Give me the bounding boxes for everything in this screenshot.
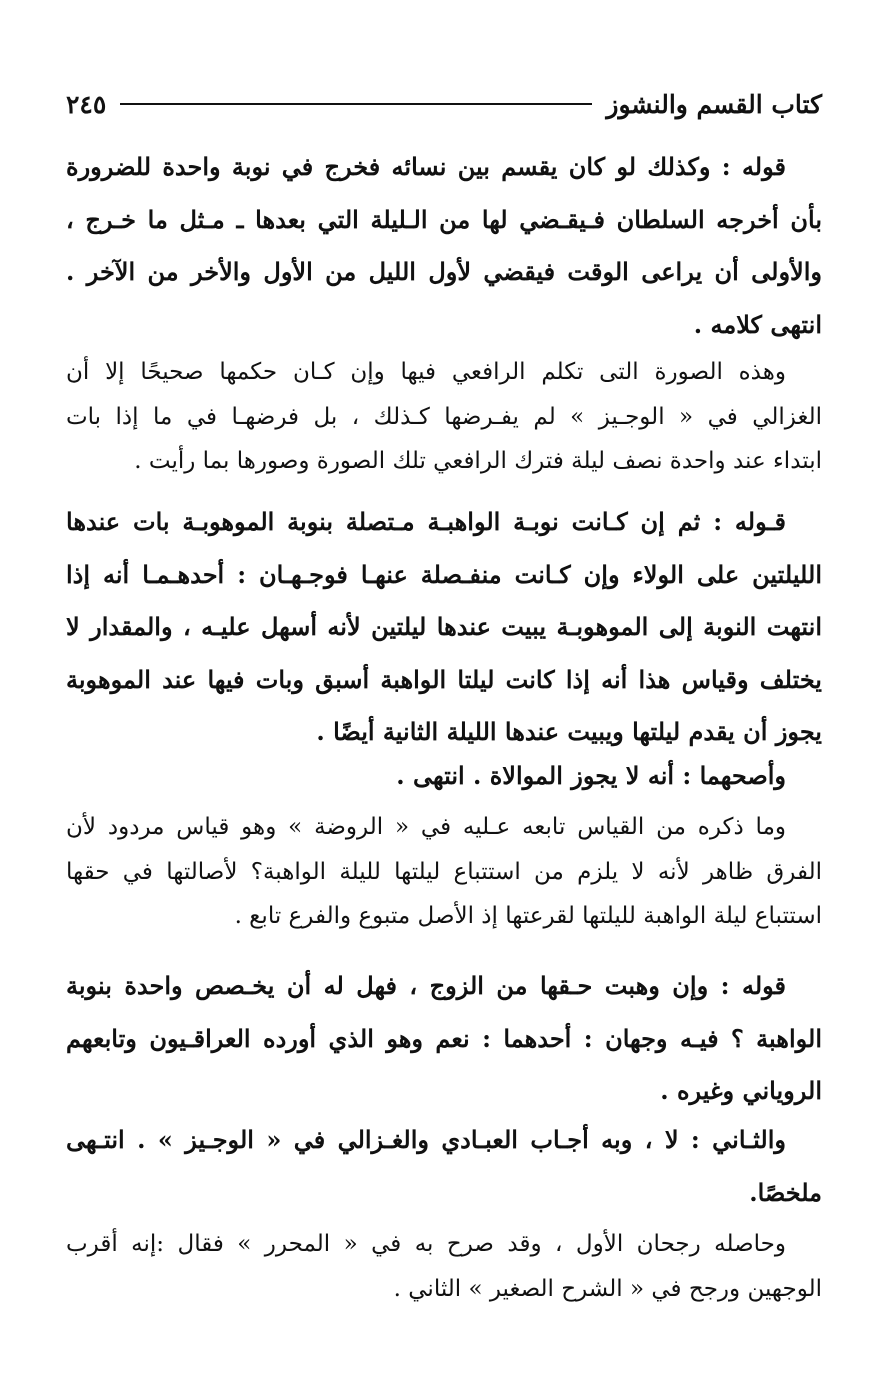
text-line: بأن أخرجه السلطان فـيقـضي لها من الـليلة التي بعدها ـ مـثل ما خـرج ، bbox=[66, 204, 822, 234]
text-line: قوله : وإن وهبت حـقها من الزوج ، فهل له أن يخـصص واحدة بنوبة bbox=[66, 971, 786, 1000]
text-line: وأصحهما : أنه لا يجوز الموالاة . انتهى . bbox=[396, 761, 786, 790]
text-line: ابتداء عند واحدة نصف ليلة فترك الرافعي تلك الصورة وصورها بما رأيت . bbox=[134, 448, 822, 474]
paragraph-3 bbox=[66, 496, 822, 759]
paragraph-4 bbox=[66, 750, 822, 803]
text-line: الفرق ظاهر لأنه لا يلزم من استتباع ليلتها لليلة الواهبة؟ لأصالتها في حقها bbox=[66, 858, 822, 885]
running-header bbox=[66, 84, 822, 124]
text-line: قوله : وكذلك لو كان يقسم بين نسائه فخرج في نوبة واحدة للضرورة bbox=[66, 152, 786, 181]
text-line: يختلف وقياس هذا أنه إذا كانت ليلتا الواهبة أسبق وبات فيها عند الموهوبة bbox=[66, 664, 822, 694]
text-line: والأولى أن يراعى الوقت فيقضي لأول الليل من الأول والأخر من الآخر . bbox=[66, 257, 822, 286]
text-line: الليلتين على الولاء وإن كـانت منفـصلة عنهـا فوجـهـان : أحدهـمـا أنه إذا bbox=[66, 559, 822, 589]
text-line: انتهت النوبة إلى الموهوبـة يبيت عندها ليلتين لأنه أسهل عليـه ، والمقدار لا bbox=[66, 612, 822, 641]
paragraph-6 bbox=[66, 960, 822, 1118]
text-line: وهذه الصورة التى تكلم الرافعي فيها وإن كـان حكمها صحيحًا إلا أن bbox=[66, 359, 786, 385]
text-line: الروياني وغيره . bbox=[660, 1076, 822, 1105]
text-line: وما ذكره من القياس تابعه عـليه في « الروضة » وهو قياس مردود لأن bbox=[66, 814, 786, 840]
paragraph-2 bbox=[66, 350, 822, 484]
paragraph-8 bbox=[66, 1222, 822, 1311]
paragraph-7 bbox=[66, 1114, 822, 1219]
text-line: الواهبة ؟ فيـه وجهان : أحدهما : نعم وهو الذي أورده العراقـيون وتابعهم bbox=[66, 1023, 822, 1053]
text-line: يجوز أن يقدم ليلتها ويبيت عندها الليلة الثانية أيضًا . bbox=[316, 717, 822, 746]
text-line: والثـاني : لا ، وبه أجـاب العبـادي والغـزالي في « الوجـيز » . انتـهى bbox=[66, 1125, 786, 1154]
text-line: الغزالي في « الوجـيز » لم يفـرضها كـذلك ، بل فرضهـا في ما إذا بات bbox=[66, 403, 822, 430]
chapter-title: كتاب القسم والنشوز bbox=[606, 89, 822, 119]
text-line: الوجهين ورجح في « الشرح الصغير » الثاني . bbox=[393, 1275, 822, 1302]
paragraph-1 bbox=[66, 141, 822, 351]
page-number: ٢٤٥ bbox=[66, 89, 107, 119]
paragraph-5 bbox=[66, 805, 822, 939]
text-line: وحاصله رجحان الأول ، وقد صرح به في « المحرر » فقال :إنه أقرب bbox=[66, 1231, 786, 1257]
text-line: ملخصًا. bbox=[749, 1177, 822, 1207]
text-line: انتهى كلامه . bbox=[693, 309, 822, 339]
header-rule bbox=[120, 103, 592, 105]
text-line: قـوله : ثم إن كـانت نوبـة الواهبـة مـتصلة بنوبة الموهوبـة بات عندها bbox=[66, 507, 786, 536]
text-line: استتباع ليلة الواهبة لليلتها لقرعتها إذ الأصل متبوع والفرع تابع . bbox=[234, 903, 822, 929]
